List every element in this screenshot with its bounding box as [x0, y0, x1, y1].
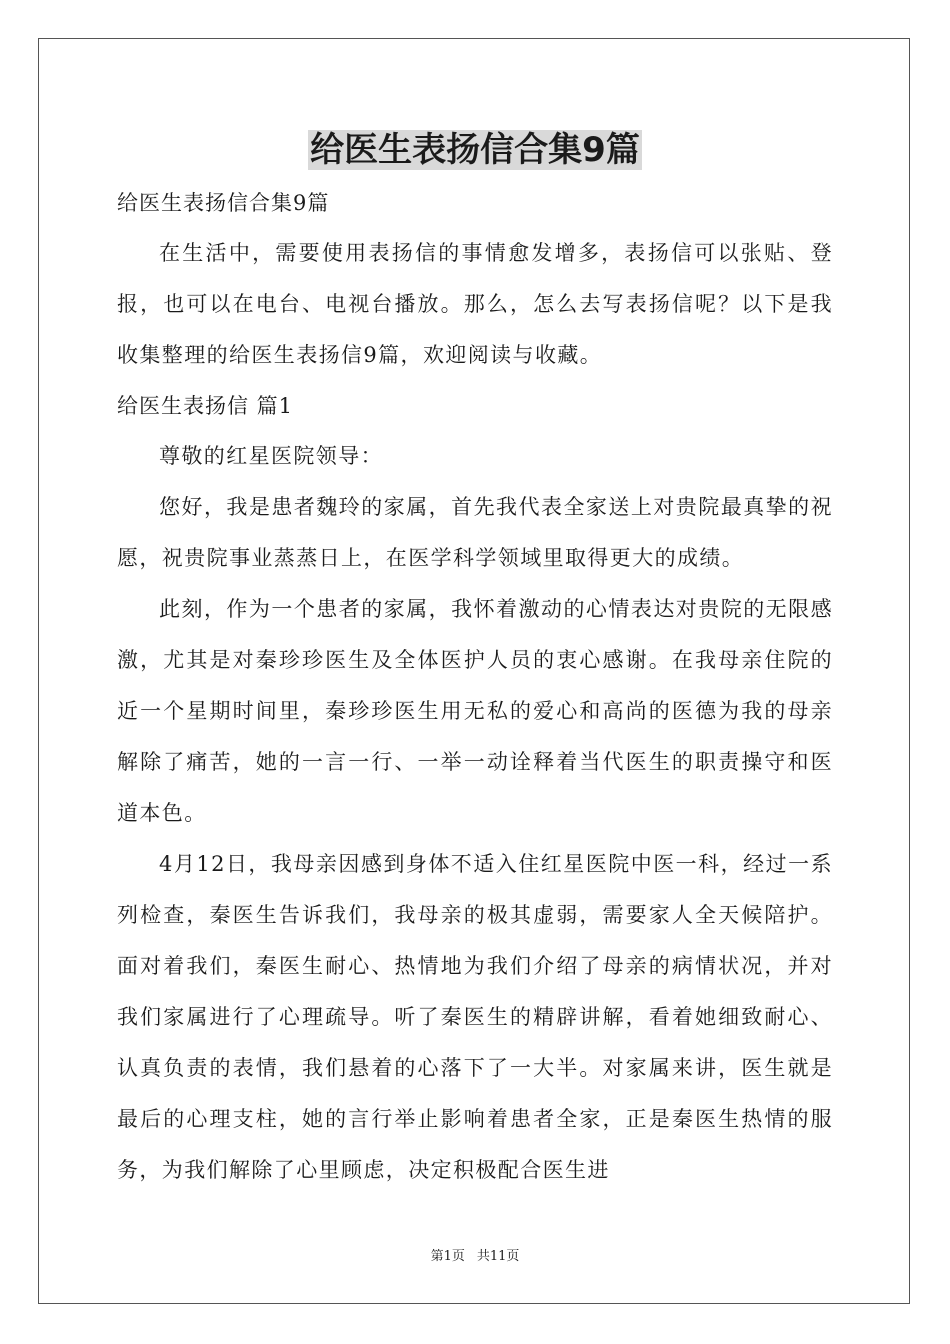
letter-paragraph-3: 4月12日，我母亲因感到身体不适入住红星医院中医一科，经过一系列检查，秦医生告诉我们，我母亲的极其虚弱，需要家人全天候陪护。面对着我们，秦医生耐心、热情地为我们介绍了母亲的病情状况，并对我们家属进行了心理疏导。听了秦医生的精辟讲解，看着她细致耐心、认真负责的表情，我们悬着的心落下了一大半。对家属来讲，医生就是最后的心理支柱，她的言行举止影响着患者全家，正是秦医生热情的服务，为我们解除了心里顾虑，决定积极配合医生进 — [117, 852, 833, 1182]
page-total: 共11页 — [476, 1249, 520, 1264]
intro-paragraph: 在生活中，需要使用表扬信的事情愈发增多，表扬信可以张贴、登报，也可以在电台、电视台播放。那么，怎么去写表扬信呢？以下是我收集整理的给医生表扬信9篇，欢迎阅读与收藏。 — [117, 241, 833, 367]
letter-paragraph-2: 此刻，作为一个患者的家属，我怀着激动的心情表达对贵院的无限感激，尤其是对秦珍珍医生及全体医护人员的衷心感谢。在我母亲住院的近一个星期时间里，秦珍珍医生用无私的爱心和高尚的医德为我的母亲解除了痛苦，她的一言一行、一举一动诠释着当代医生的职责操守和医道本色。 — [117, 597, 833, 825]
document-title — [0, 128, 950, 172]
letter-salutation: 尊敬的红星医院领导： — [159, 444, 383, 468]
page-number: 第1页 — [430, 1249, 465, 1264]
letter-paragraph-1: 您好，我是患者魏玲的家属，首先我代表全家送上对贵院最真挚的祝愿，祝贵院事业蒸蒸日上，在医学科学领域里取得更大的成绩。 — [117, 495, 833, 570]
document-title-text: 给医生表扬信合集9篇 — [310, 130, 640, 170]
section-heading: 给医生表扬信 篇1 — [117, 394, 294, 418]
document-subtitle: 给医生表扬信合集9篇 — [117, 191, 330, 215]
page-footer — [0, 1248, 950, 1266]
document-body — [117, 178, 833, 1196]
